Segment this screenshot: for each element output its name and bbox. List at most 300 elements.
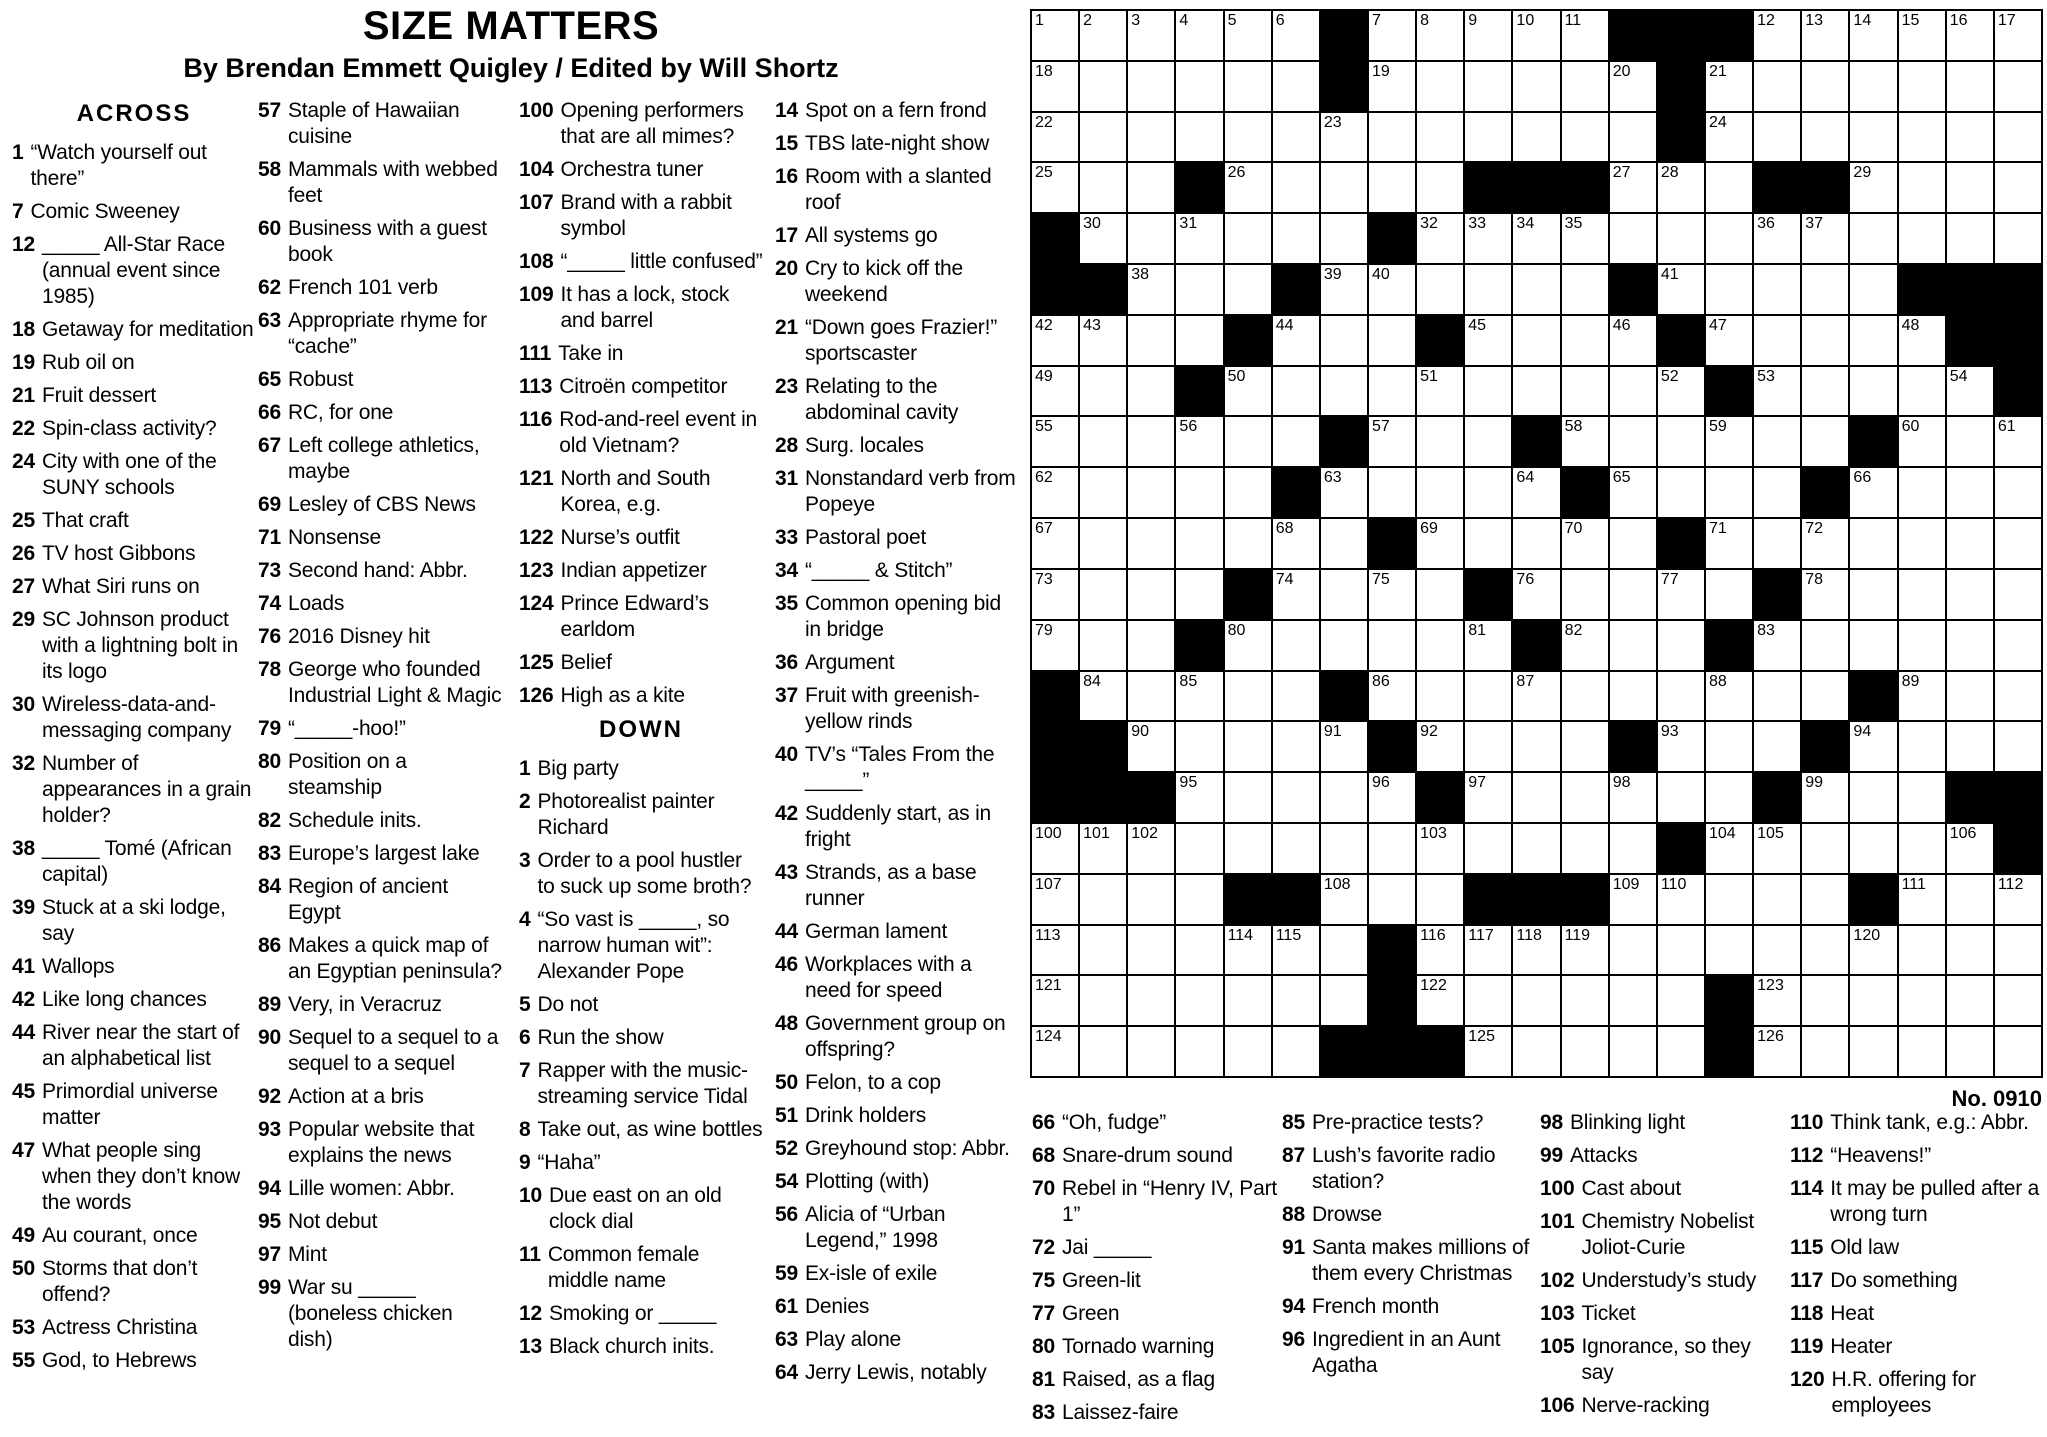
grid-cell[interactable] (1899, 722, 1945, 771)
grid-cell[interactable] (1128, 113, 1174, 162)
grid-cell[interactable] (1899, 926, 1945, 975)
grid-cell[interactable] (1465, 214, 1511, 263)
grid-cell[interactable] (1754, 722, 1800, 771)
grid-cell[interactable] (1899, 621, 1945, 670)
grid-cell[interactable] (1176, 316, 1222, 365)
grid-cell[interactable] (1706, 417, 1752, 466)
grid-cell[interactable] (1850, 976, 1896, 1025)
grid-cell[interactable] (1802, 519, 1848, 568)
grid-cell[interactable] (1080, 62, 1126, 111)
grid-cell[interactable] (1128, 417, 1174, 466)
grid-cell[interactable] (1995, 62, 2041, 111)
grid-cell[interactable] (1417, 621, 1463, 670)
grid-cell[interactable] (1128, 62, 1174, 111)
grid-cell[interactable] (1465, 1027, 1511, 1076)
grid-cell[interactable] (1610, 417, 1656, 466)
grid-cell[interactable] (1417, 367, 1463, 416)
grid-cell[interactable] (1995, 163, 2041, 212)
grid-cell[interactable] (1273, 367, 1319, 416)
grid-cell[interactable] (1610, 621, 1656, 670)
grid-cell[interactable] (1899, 976, 1945, 1025)
grid-cell[interactable] (1995, 519, 2041, 568)
grid-cell[interactable] (1610, 62, 1656, 111)
grid-cell[interactable] (1562, 113, 1608, 162)
grid-cell[interactable] (1513, 976, 1559, 1025)
grid-cell[interactable] (1947, 214, 1993, 263)
grid-cell[interactable] (1080, 163, 1126, 212)
grid-cell[interactable] (1176, 11, 1222, 60)
grid-cell[interactable] (1706, 316, 1752, 365)
grid-cell[interactable] (1754, 976, 1800, 1025)
grid-cell[interactable] (1513, 824, 1559, 873)
grid-cell[interactable] (1176, 570, 1222, 619)
grid-cell[interactable] (1225, 621, 1271, 670)
grid-cell[interactable] (1128, 163, 1174, 212)
grid-cell[interactable] (1947, 926, 1993, 975)
grid-cell[interactable] (1465, 316, 1511, 365)
grid-cell[interactable] (1032, 163, 1078, 212)
grid-cell[interactable] (1032, 824, 1078, 873)
grid-cell[interactable] (1706, 113, 1752, 162)
grid-cell[interactable] (1273, 62, 1319, 111)
grid-cell[interactable] (1610, 875, 1656, 924)
grid-cell[interactable] (1417, 875, 1463, 924)
grid-cell[interactable] (1273, 672, 1319, 721)
grid-cell[interactable] (1369, 265, 1415, 314)
grid-cell[interactable] (1947, 163, 1993, 212)
grid-cell[interactable] (1128, 621, 1174, 670)
grid-cell[interactable] (1706, 62, 1752, 111)
grid-cell[interactable] (1513, 62, 1559, 111)
grid-cell[interactable] (1802, 1027, 1848, 1076)
grid-cell[interactable] (1754, 621, 1800, 670)
grid-cell[interactable] (1513, 11, 1559, 60)
grid-cell[interactable] (1562, 62, 1608, 111)
grid-cell[interactable] (1080, 468, 1126, 517)
grid-cell[interactable] (1176, 976, 1222, 1025)
grid-cell[interactable] (1273, 621, 1319, 670)
grid-cell[interactable] (1128, 824, 1174, 873)
grid-cell[interactable] (1754, 367, 1800, 416)
grid-cell[interactable] (1128, 875, 1174, 924)
grid-cell[interactable] (1706, 468, 1752, 517)
grid-cell[interactable] (1176, 468, 1222, 517)
grid-cell[interactable] (1947, 519, 1993, 568)
grid-cell[interactable] (1080, 214, 1126, 263)
grid-cell[interactable] (1610, 672, 1656, 721)
grid-cell[interactable] (1369, 773, 1415, 822)
grid-cell[interactable] (1658, 1027, 1704, 1076)
grid-cell[interactable] (1128, 1027, 1174, 1076)
grid-cell[interactable] (1465, 265, 1511, 314)
grid-cell[interactable] (1947, 722, 1993, 771)
grid-cell[interactable] (1128, 570, 1174, 619)
grid-cell[interactable] (1706, 265, 1752, 314)
grid-cell[interactable] (1273, 722, 1319, 771)
grid-cell[interactable] (1610, 824, 1656, 873)
grid-cell[interactable] (1947, 570, 1993, 619)
grid-cell[interactable] (1032, 1027, 1078, 1076)
grid-cell[interactable] (1080, 672, 1126, 721)
grid-cell[interactable] (1080, 824, 1126, 873)
grid-cell[interactable] (1513, 468, 1559, 517)
grid-cell[interactable] (1706, 773, 1752, 822)
grid-cell[interactable] (1754, 519, 1800, 568)
grid-cell[interactable] (1128, 519, 1174, 568)
grid-cell[interactable] (1899, 11, 1945, 60)
grid-cell[interactable] (1754, 875, 1800, 924)
grid-cell[interactable] (1080, 976, 1126, 1025)
grid-cell[interactable] (1658, 163, 1704, 212)
grid-cell[interactable] (1754, 1027, 1800, 1076)
grid-cell[interactable] (1658, 875, 1704, 924)
grid-cell[interactable] (1032, 62, 1078, 111)
grid-cell[interactable] (1658, 621, 1704, 670)
grid-cell[interactable] (1802, 11, 1848, 60)
grid-cell[interactable] (1321, 265, 1367, 314)
grid-cell[interactable] (1562, 214, 1608, 263)
grid-cell[interactable] (1225, 214, 1271, 263)
grid-cell[interactable] (1802, 62, 1848, 111)
grid-cell[interactable] (1995, 621, 2041, 670)
grid-cell[interactable] (1225, 468, 1271, 517)
grid-cell[interactable] (1176, 417, 1222, 466)
grid-cell[interactable] (1465, 976, 1511, 1025)
grid-cell[interactable] (1513, 519, 1559, 568)
grid-cell[interactable] (1802, 976, 1848, 1025)
grid-cell[interactable] (1610, 1027, 1656, 1076)
grid-cell[interactable] (1369, 62, 1415, 111)
grid-cell[interactable] (1850, 824, 1896, 873)
grid-cell[interactable] (1128, 672, 1174, 721)
grid-cell[interactable] (1176, 1027, 1222, 1076)
grid-cell[interactable] (1850, 722, 1896, 771)
grid-cell[interactable] (1562, 570, 1608, 619)
grid-cell[interactable] (1032, 113, 1078, 162)
grid-cell[interactable] (1802, 570, 1848, 619)
grid-cell[interactable] (1417, 570, 1463, 619)
grid-cell[interactable] (1128, 468, 1174, 517)
grid-cell[interactable] (1562, 926, 1608, 975)
grid-cell[interactable] (1562, 621, 1608, 670)
grid-cell[interactable] (1658, 214, 1704, 263)
grid-cell[interactable] (1610, 976, 1656, 1025)
grid-cell[interactable] (1658, 722, 1704, 771)
grid-cell[interactable] (1080, 621, 1126, 670)
grid-cell[interactable] (1369, 621, 1415, 670)
grid-cell[interactable] (1128, 214, 1174, 263)
grid-cell[interactable] (1899, 113, 1945, 162)
grid-cell[interactable] (1706, 875, 1752, 924)
grid-cell[interactable] (1850, 62, 1896, 111)
grid-cell[interactable] (1995, 570, 2041, 619)
grid-cell[interactable] (1995, 11, 2041, 60)
grid-cell[interactable] (1850, 367, 1896, 416)
grid-cell[interactable] (1899, 367, 1945, 416)
grid-cell[interactable] (1850, 163, 1896, 212)
grid-cell[interactable] (1947, 976, 1993, 1025)
grid-cell[interactable] (1225, 773, 1271, 822)
grid-cell[interactable] (1562, 1027, 1608, 1076)
grid-cell[interactable] (1080, 570, 1126, 619)
grid-cell[interactable] (1995, 976, 2041, 1025)
grid-cell[interactable] (1417, 265, 1463, 314)
grid-cell[interactable] (1513, 265, 1559, 314)
grid-cell[interactable] (1802, 367, 1848, 416)
grid-cell[interactable] (1754, 214, 1800, 263)
grid-cell[interactable] (1995, 672, 2041, 721)
grid-cell[interactable] (1850, 926, 1896, 975)
grid-cell[interactable] (1417, 672, 1463, 721)
grid-cell[interactable] (1080, 316, 1126, 365)
grid-cell[interactable] (1850, 570, 1896, 619)
grid-cell[interactable] (1562, 824, 1608, 873)
grid-cell[interactable] (1417, 824, 1463, 873)
grid-cell[interactable] (1995, 722, 2041, 771)
grid-cell[interactable] (1850, 113, 1896, 162)
grid-cell[interactable] (1225, 62, 1271, 111)
grid-cell[interactable] (1176, 926, 1222, 975)
grid-cell[interactable] (1610, 773, 1656, 822)
grid-cell[interactable] (1128, 722, 1174, 771)
grid-cell[interactable] (1225, 722, 1271, 771)
grid-cell[interactable] (1321, 722, 1367, 771)
grid-cell[interactable] (1176, 875, 1222, 924)
grid-cell[interactable] (1899, 824, 1945, 873)
grid-cell[interactable] (1947, 1027, 1993, 1076)
grid-cell[interactable] (1465, 824, 1511, 873)
grid-cell[interactable] (1321, 468, 1367, 517)
grid-cell[interactable] (1802, 773, 1848, 822)
grid-cell[interactable] (1032, 11, 1078, 60)
grid-cell[interactable] (1273, 519, 1319, 568)
grid-cell[interactable] (1706, 824, 1752, 873)
grid-cell[interactable] (1850, 214, 1896, 263)
grid-cell[interactable] (1465, 62, 1511, 111)
grid-cell[interactable] (1032, 621, 1078, 670)
grid-cell[interactable] (1610, 468, 1656, 517)
grid-cell[interactable] (1947, 367, 1993, 416)
grid-cell[interactable] (1032, 417, 1078, 466)
grid-cell[interactable] (1225, 824, 1271, 873)
grid-cell[interactable] (1176, 113, 1222, 162)
grid-cell[interactable] (1176, 62, 1222, 111)
grid-cell[interactable] (1754, 417, 1800, 466)
grid-cell[interactable] (1947, 621, 1993, 670)
grid-cell[interactable] (1850, 773, 1896, 822)
grid-cell[interactable] (1754, 316, 1800, 365)
grid-cell[interactable] (1513, 672, 1559, 721)
grid-cell[interactable] (1947, 824, 1993, 873)
grid-cell[interactable] (1899, 773, 1945, 822)
grid-cell[interactable] (1417, 62, 1463, 111)
grid-cell[interactable] (1417, 722, 1463, 771)
grid-cell[interactable] (1176, 672, 1222, 721)
grid-cell[interactable] (1176, 519, 1222, 568)
grid-cell[interactable] (1465, 926, 1511, 975)
grid-cell[interactable] (1465, 519, 1511, 568)
grid-cell[interactable] (1032, 367, 1078, 416)
grid-cell[interactable] (1225, 1027, 1271, 1076)
grid-cell[interactable] (1850, 468, 1896, 517)
grid-cell[interactable] (1273, 976, 1319, 1025)
grid-cell[interactable] (1995, 926, 2041, 975)
grid-cell[interactable] (1465, 672, 1511, 721)
grid-cell[interactable] (1562, 773, 1608, 822)
grid-cell[interactable] (1225, 113, 1271, 162)
grid-cell[interactable] (1321, 875, 1367, 924)
grid-cell[interactable] (1032, 570, 1078, 619)
grid-cell[interactable] (1513, 722, 1559, 771)
grid-cell[interactable] (1754, 265, 1800, 314)
grid-cell[interactable] (1899, 468, 1945, 517)
grid-cell[interactable] (1947, 468, 1993, 517)
grid-cell[interactable] (1562, 672, 1608, 721)
grid-cell[interactable] (1995, 875, 2041, 924)
grid-cell[interactable] (1562, 976, 1608, 1025)
grid-cell[interactable] (1369, 417, 1415, 466)
grid-cell[interactable] (1658, 570, 1704, 619)
grid-cell[interactable] (1321, 113, 1367, 162)
grid-cell[interactable] (1128, 11, 1174, 60)
grid-cell[interactable] (1899, 1027, 1945, 1076)
grid-cell[interactable] (1899, 214, 1945, 263)
grid-cell[interactable] (1369, 468, 1415, 517)
grid-cell[interactable] (1321, 621, 1367, 670)
grid-cell[interactable] (1369, 875, 1415, 924)
grid-cell[interactable] (1658, 976, 1704, 1025)
grid-cell[interactable] (1850, 1027, 1896, 1076)
grid-cell[interactable] (1032, 926, 1078, 975)
grid-cell[interactable] (1754, 824, 1800, 873)
grid-cell[interactable] (1899, 519, 1945, 568)
grid-cell[interactable] (1513, 214, 1559, 263)
grid-cell[interactable] (1658, 265, 1704, 314)
grid-cell[interactable] (1080, 113, 1126, 162)
grid-cell[interactable] (1321, 367, 1367, 416)
grid-cell[interactable] (1562, 265, 1608, 314)
grid-cell[interactable] (1802, 824, 1848, 873)
grid-cell[interactable] (1128, 367, 1174, 416)
grid-cell[interactable] (1513, 367, 1559, 416)
grid-cell[interactable] (1754, 468, 1800, 517)
grid-cell[interactable] (1321, 316, 1367, 365)
grid-cell[interactable] (1465, 722, 1511, 771)
grid-cell[interactable] (1610, 926, 1656, 975)
grid-cell[interactable] (1128, 976, 1174, 1025)
grid-cell[interactable] (1032, 316, 1078, 365)
grid-cell[interactable] (1850, 519, 1896, 568)
grid-cell[interactable] (1610, 570, 1656, 619)
grid-cell[interactable] (1225, 672, 1271, 721)
grid-cell[interactable] (1225, 417, 1271, 466)
grid-cell[interactable] (1176, 265, 1222, 314)
grid-cell[interactable] (1321, 570, 1367, 619)
grid-cell[interactable] (1417, 214, 1463, 263)
grid-cell[interactable] (1225, 976, 1271, 1025)
grid-cell[interactable] (1417, 468, 1463, 517)
grid-cell[interactable] (1465, 417, 1511, 466)
grid-cell[interactable] (1080, 926, 1126, 975)
grid-cell[interactable] (1225, 519, 1271, 568)
grid-cell[interactable] (1369, 11, 1415, 60)
grid-cell[interactable] (1369, 113, 1415, 162)
grid-cell[interactable] (1176, 214, 1222, 263)
grid-cell[interactable] (1947, 113, 1993, 162)
grid-cell[interactable] (1754, 113, 1800, 162)
grid-cell[interactable] (1225, 367, 1271, 416)
grid-cell[interactable] (1176, 722, 1222, 771)
grid-cell[interactable] (1947, 417, 1993, 466)
grid-cell[interactable] (1802, 265, 1848, 314)
grid-cell[interactable] (1417, 11, 1463, 60)
grid-cell[interactable] (1080, 1027, 1126, 1076)
grid-cell[interactable] (1080, 11, 1126, 60)
grid-cell[interactable] (1321, 824, 1367, 873)
grid-cell[interactable] (1080, 875, 1126, 924)
grid-cell[interactable] (1273, 824, 1319, 873)
grid-cell[interactable] (1513, 1027, 1559, 1076)
grid-cell[interactable] (1176, 773, 1222, 822)
grid-cell[interactable] (1513, 316, 1559, 365)
grid-cell[interactable] (1225, 11, 1271, 60)
grid-cell[interactable] (1080, 519, 1126, 568)
grid-cell[interactable] (1802, 875, 1848, 924)
grid-cell[interactable] (1706, 570, 1752, 619)
grid-cell[interactable] (1658, 367, 1704, 416)
grid-cell[interactable] (1128, 265, 1174, 314)
grid-cell[interactable] (1417, 519, 1463, 568)
grid-cell[interactable] (1899, 163, 1945, 212)
grid-cell[interactable] (1562, 316, 1608, 365)
grid-cell[interactable] (1706, 926, 1752, 975)
grid-cell[interactable] (1802, 417, 1848, 466)
grid-cell[interactable] (1658, 773, 1704, 822)
grid-cell[interactable] (1610, 163, 1656, 212)
grid-cell[interactable] (1610, 367, 1656, 416)
grid-cell[interactable] (1032, 976, 1078, 1025)
grid-cell[interactable] (1850, 11, 1896, 60)
grid-cell[interactable] (1850, 265, 1896, 314)
grid-cell[interactable] (1225, 163, 1271, 212)
grid-cell[interactable] (1562, 722, 1608, 771)
grid-cell[interactable] (1754, 926, 1800, 975)
grid-cell[interactable] (1610, 316, 1656, 365)
grid-cell[interactable] (1995, 417, 2041, 466)
grid-cell[interactable] (1899, 62, 1945, 111)
grid-cell[interactable] (1802, 926, 1848, 975)
grid-cell[interactable] (1947, 62, 1993, 111)
grid-cell[interactable] (1562, 519, 1608, 568)
grid-cell[interactable] (1513, 570, 1559, 619)
grid-cell[interactable] (1417, 417, 1463, 466)
grid-cell[interactable] (1610, 519, 1656, 568)
grid-cell[interactable] (1225, 265, 1271, 314)
grid-cell[interactable] (1369, 824, 1415, 873)
grid-cell[interactable] (1273, 773, 1319, 822)
grid-cell[interactable] (1032, 468, 1078, 517)
grid-cell[interactable] (1417, 113, 1463, 162)
grid-cell[interactable] (1176, 824, 1222, 873)
grid-cell[interactable] (1947, 875, 1993, 924)
grid-cell[interactable] (1321, 163, 1367, 212)
grid-cell[interactable] (1658, 417, 1704, 466)
grid-cell[interactable] (1706, 519, 1752, 568)
grid-cell[interactable] (1273, 113, 1319, 162)
grid-cell[interactable] (1706, 214, 1752, 263)
grid-cell[interactable] (1610, 113, 1656, 162)
grid-cell[interactable] (1080, 367, 1126, 416)
